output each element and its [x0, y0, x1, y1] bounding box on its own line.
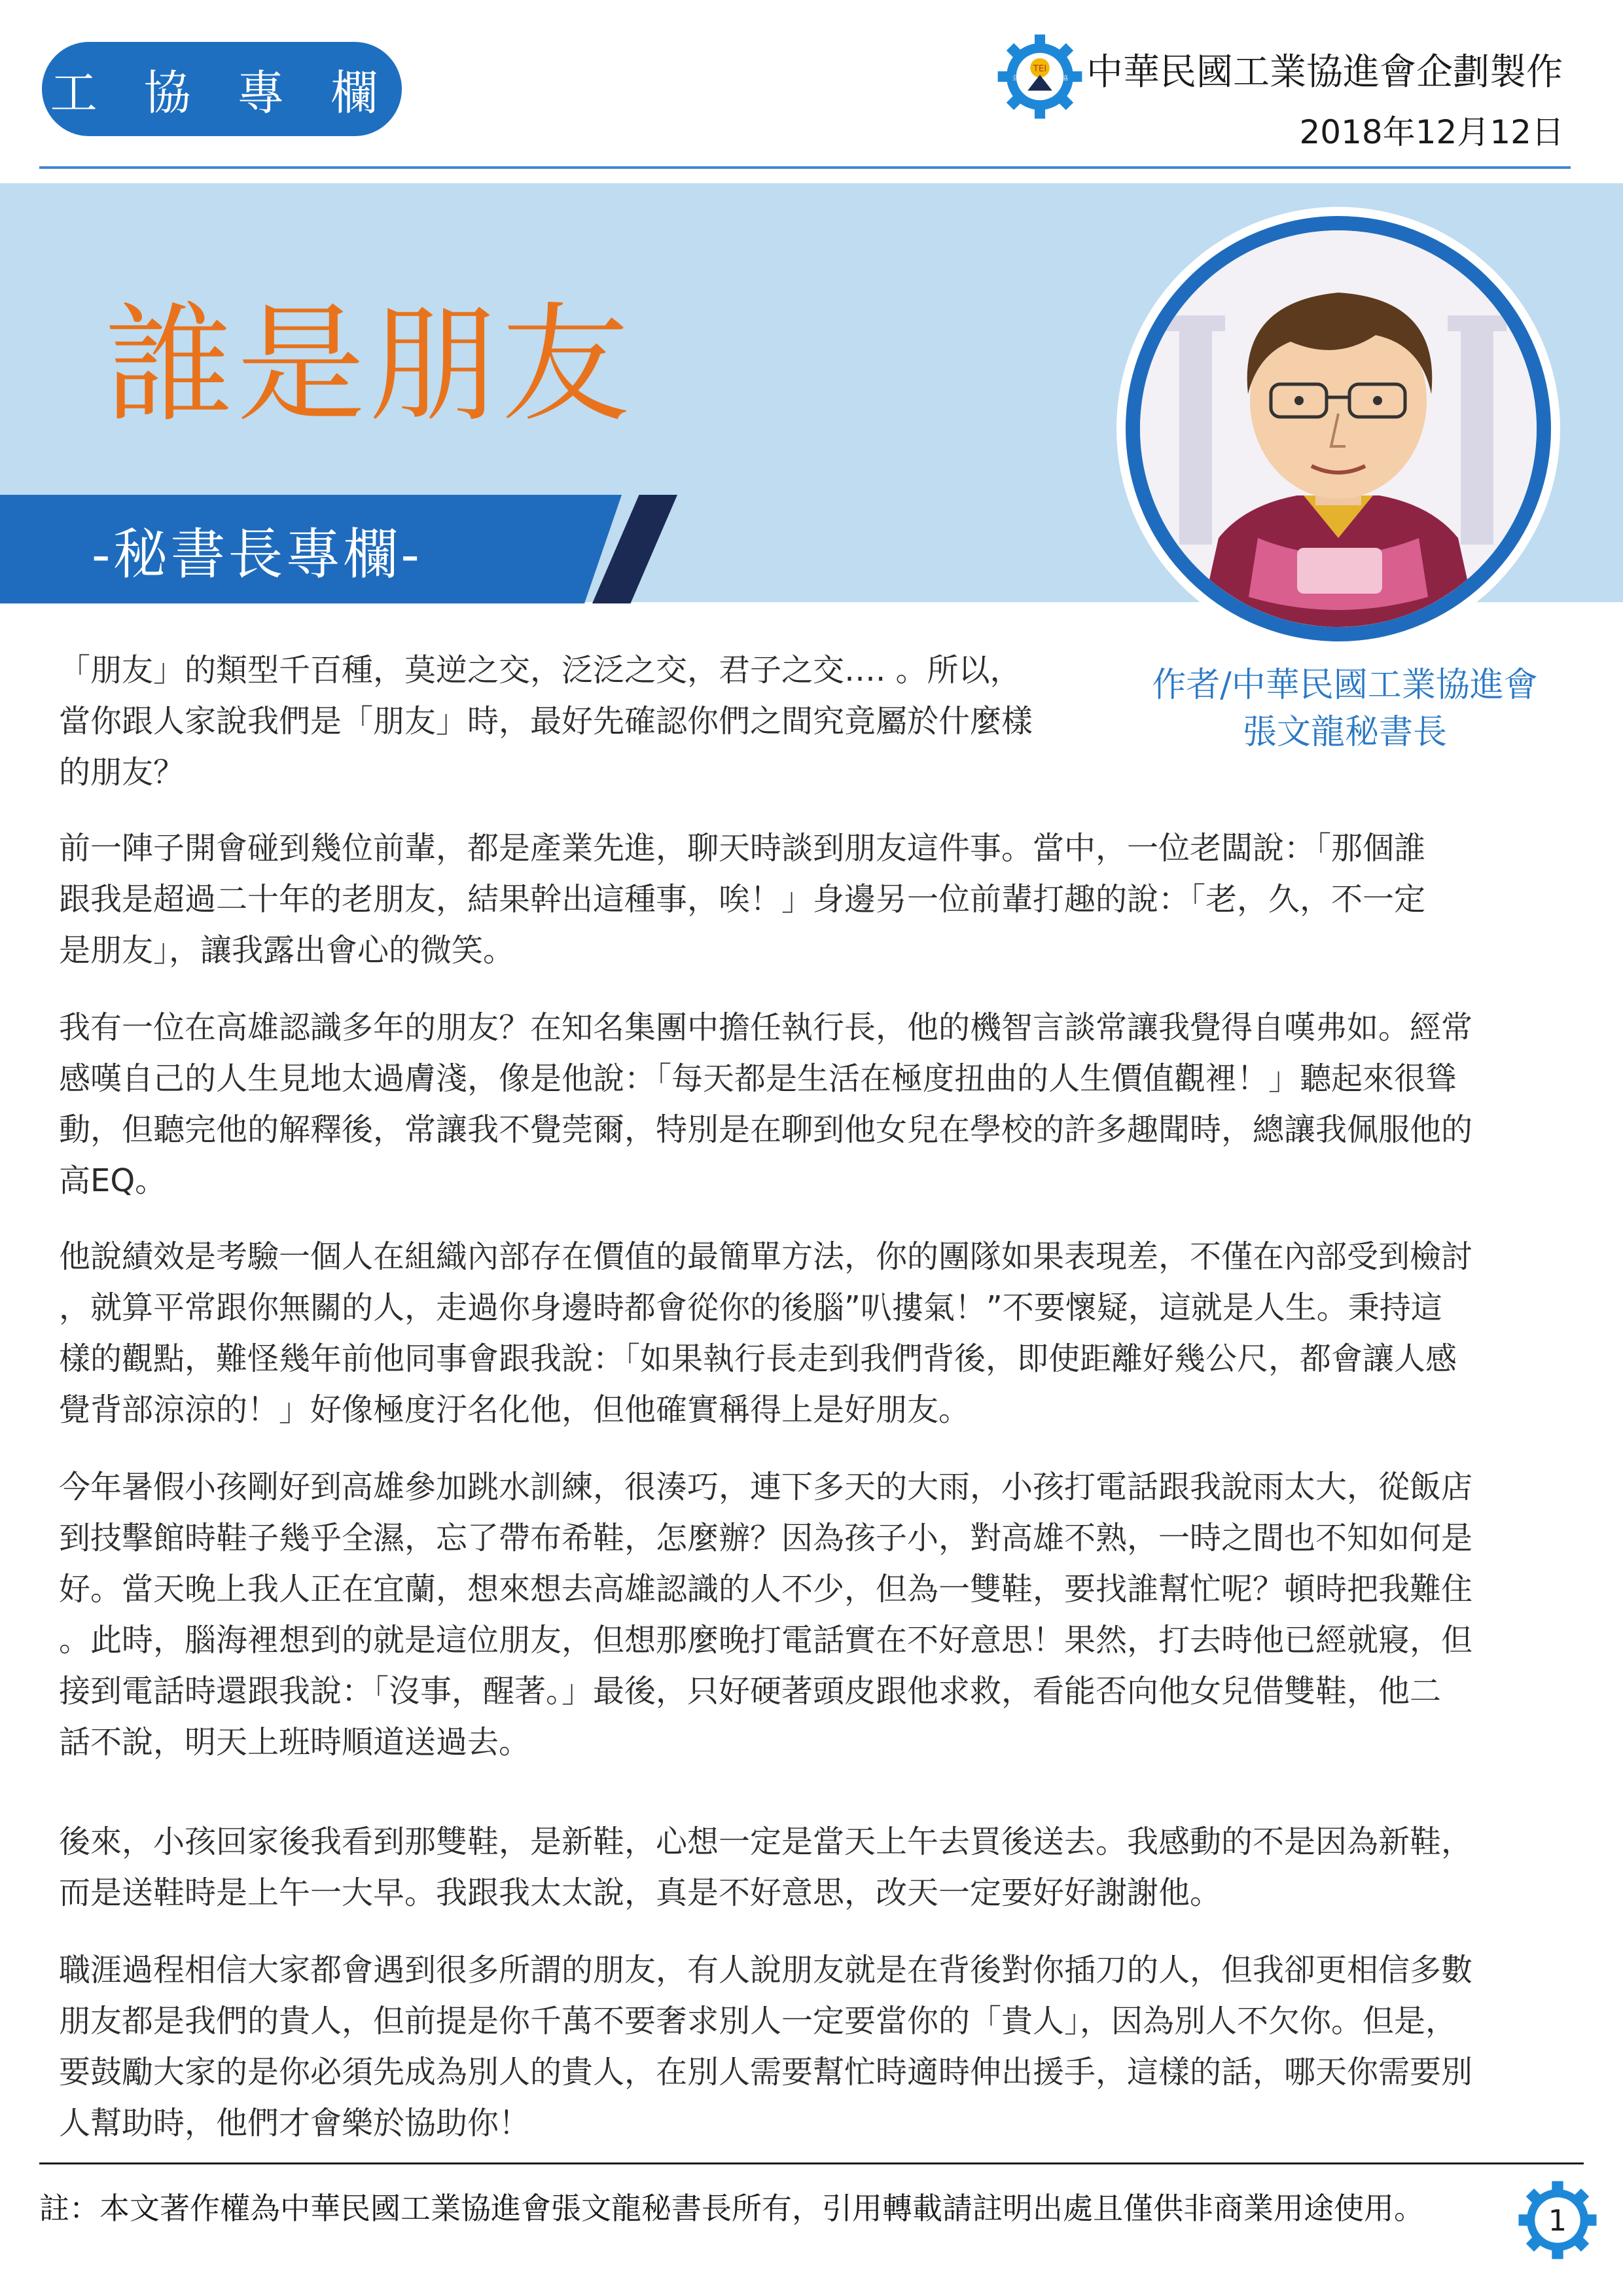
- body-line: 樣的觀點，難怪幾年前他同事會跟我說：「如果執行長走到我們背後，即使距離好幾公尺，都會讓人感: [59, 1340, 1457, 1377]
- body-line: 高EQ。: [59, 1162, 167, 1199]
- author-caricature-icon: [1140, 230, 1537, 627]
- body-line: 人幫助時，他們才會樂於協助你！: [59, 2105, 531, 2142]
- body-line: 的朋友？: [59, 754, 185, 791]
- body-line: 感嘆自己的人生見地太過膚淺，像是他說：「每天都是生活在極度扭曲的人生價值觀裡！」聽起來很聳: [59, 1060, 1457, 1097]
- page-number: 1: [1548, 2204, 1567, 2238]
- copyright-note: 註：本文著作權為中華民國工業協進會張文龍秘書長所有，引用轉載請註明出處且僅供非商業用途使用。: [39, 2191, 1424, 2226]
- issue-date: 2018年12月12日: [1299, 113, 1564, 151]
- author-portrait: [1126, 216, 1551, 641]
- body-line: 接到電話時還跟我說：「沒事，醒著。」最後，只好硬著頭皮跟他求救，看能否向他女兒借雙鞋，他二: [59, 1673, 1442, 1710]
- body-line: 。此時，腦海裡想到的就是這位朋友，但想那麼晚打電話實在不好意思！果然，打去時他已經就寢，但: [59, 1622, 1473, 1659]
- body-line: 要鼓勵大家的是你必須先成為別人的貴人，在別人需要幫忙時適時伸出援手，這樣的話，哪天你需要別: [59, 2054, 1473, 2090]
- body-line: 我有一位在高雄認識多年的朋友？在知名集團中擔任執行長，他的機智言談常讓我覺得自嘆弗如。經常: [59, 1009, 1473, 1046]
- author-affiliation: 作者/中華民國工業協進會: [1152, 666, 1538, 705]
- body-line: 覺背部涼涼的！」好像極度汙名化他，但他確實稱得上是好朋友。: [59, 1391, 971, 1428]
- body-line: 動，但聽完他的解釋後，常讓我不覺莞爾，特別是在聊到他女兒在學校的許多趣聞時，總讓我佩服他的: [59, 1111, 1473, 1148]
- org-name: 中華民國工業協進會企劃製作: [1086, 51, 1563, 94]
- body-line: 好。當天晚上我人正在宜蘭，想來想去高雄認識的人不少，但為一雙鞋，要找誰幫忙呢？頓時把我難住: [59, 1571, 1473, 1607]
- footer-divider: [39, 2162, 1584, 2164]
- body-line: 「朋友」的類型千百種，莫逆之交，泛泛之交，君子之交…. 。所以，: [59, 652, 1022, 689]
- body-line: 跟我是超過二十年的老朋友，結果幹出這種事，唉！」身邊另一位前輩打趣的說：「老，久，不一定: [59, 881, 1426, 918]
- body-line: 後來，小孩回家後我看到那雙鞋，是新鞋，心想一定是當天上午去買後送去。我感動的不是因為新鞋，: [59, 1823, 1473, 1860]
- body-line: 前一陣子開會碰到幾位前輩，都是產業先進，聊天時談到朋友這件事。當中，一位老闆說：「那個誰: [59, 830, 1426, 867]
- body-line: 當你跟人家說我們是「朋友」時，最好先確認你們之間究竟屬於什麼樣: [59, 703, 1033, 740]
- body-line: 他說績效是考驗一個人在組織內部存在價值的最簡單方法，你的團隊如果表現差，不僅在內部受到檢討: [59, 1238, 1473, 1275]
- body-line: 今年暑假小孩剛好到高雄參加跳水訓練，很湊巧，連下多天的大雨，小孩打電話跟我說雨太大，從飯店: [59, 1469, 1473, 1505]
- page-number-gear-icon: [1517, 2179, 1598, 2261]
- body-line: 朋友都是我們的貴人，但前提是你千萬不要奢求別人一定要當你的「貴人」，因為別人不欠你。但是，: [59, 2003, 1457, 2039]
- header-divider: [39, 166, 1571, 169]
- body-line: 話不說，明天上班時順道送過去。: [59, 1724, 531, 1761]
- article-subtitle: -秘書長專欄-: [92, 522, 422, 586]
- svg-text:全國: 全國: [1012, 75, 1024, 82]
- svg-text:工協: 工協: [1056, 75, 1068, 82]
- body-line: 到技擊館時鞋子幾乎全濕，忘了帶布希鞋，怎麼辦？因為孩子小，對高雄不熟，一時之間也不知如何是: [59, 1520, 1473, 1556]
- column-badge: 工 協 專 欄: [42, 42, 402, 136]
- body-line: ，就算平常跟你無關的人，走過你身邊時都會從你的後腦”叭摟氣！”不要懷疑，這就是人生。秉持這: [59, 1289, 1442, 1326]
- body-line: 是朋友」，讓我露出會心的微笑。: [59, 932, 515, 969]
- org-logo-icon: [996, 33, 1084, 120]
- body-line: 而是送鞋時是上午一大早。我跟我太太說，真是不好意思，改天一定要好好謝謝他。: [59, 1874, 1222, 1911]
- svg-text:TEI: TEI: [1033, 63, 1047, 74]
- article-title: 誰是朋友: [105, 291, 634, 440]
- body-line: 職涯過程相信大家都會遇到很多所謂的朋友，有人說朋友就是在背後對你插刀的人，但我卻更相信多數: [59, 1952, 1473, 1988]
- author-name: 張文龍秘書長: [1242, 713, 1447, 752]
